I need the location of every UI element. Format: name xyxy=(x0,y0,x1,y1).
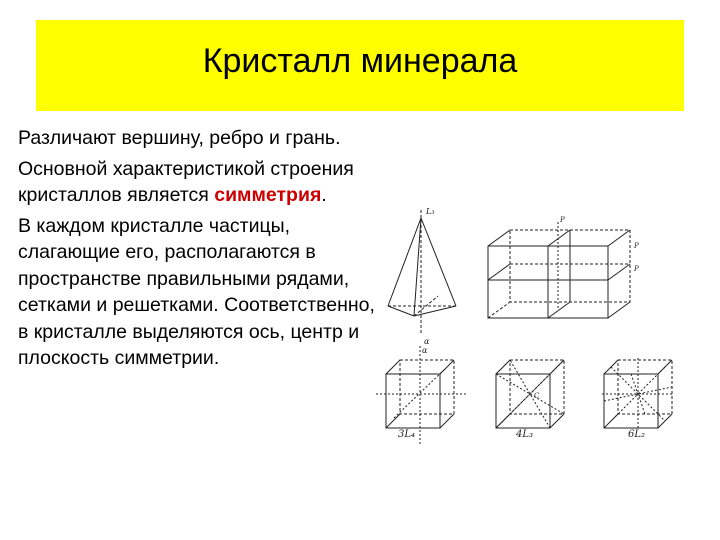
body-text xyxy=(18,125,378,376)
symmetry-keyword: симметрия xyxy=(214,184,322,206)
title-bar xyxy=(36,20,684,111)
prism-p2-label: P xyxy=(634,242,639,250)
cube2-caption: 4L₃ xyxy=(516,429,534,440)
prism-p1-label: P xyxy=(560,216,565,224)
pyramid-top-label: L₃ xyxy=(426,207,435,216)
prism-p3-label: P xyxy=(634,265,639,273)
paragraph-2 xyxy=(18,156,378,209)
crystal-symmetry-figure xyxy=(376,198,682,448)
paragraph-2-before: Основной характеристикой строения кристаллов является xyxy=(18,157,354,206)
paragraph-2-after: . xyxy=(321,184,327,206)
pyramid-bottom-label: α xyxy=(424,337,430,346)
paragraph-3: В каждом кристалле частицы, слагающие его, располагаются в пространстве правильными рядами, сетками и решетками. Соответственно, в кристалле выделяются ось, центр и плоскость симметрии. xyxy=(18,214,375,369)
cube2-center-label: C xyxy=(534,392,540,400)
cube1-axis-label: α xyxy=(422,346,428,355)
paragraph-1: Различают вершину, ребро и грань. xyxy=(18,127,341,149)
cube3-caption: 6L₂ xyxy=(628,429,646,440)
pyramid-drawing xyxy=(388,210,456,334)
cube1-caption: 3L₄ xyxy=(398,429,416,440)
prism-drawing xyxy=(488,222,630,318)
cube-drawing-1 xyxy=(376,346,466,444)
cube-drawing-3 xyxy=(602,358,674,430)
crystal-drawings xyxy=(376,198,682,448)
cube-drawing-2 xyxy=(496,360,564,428)
slide-title: Кристалл минерала xyxy=(202,42,518,80)
